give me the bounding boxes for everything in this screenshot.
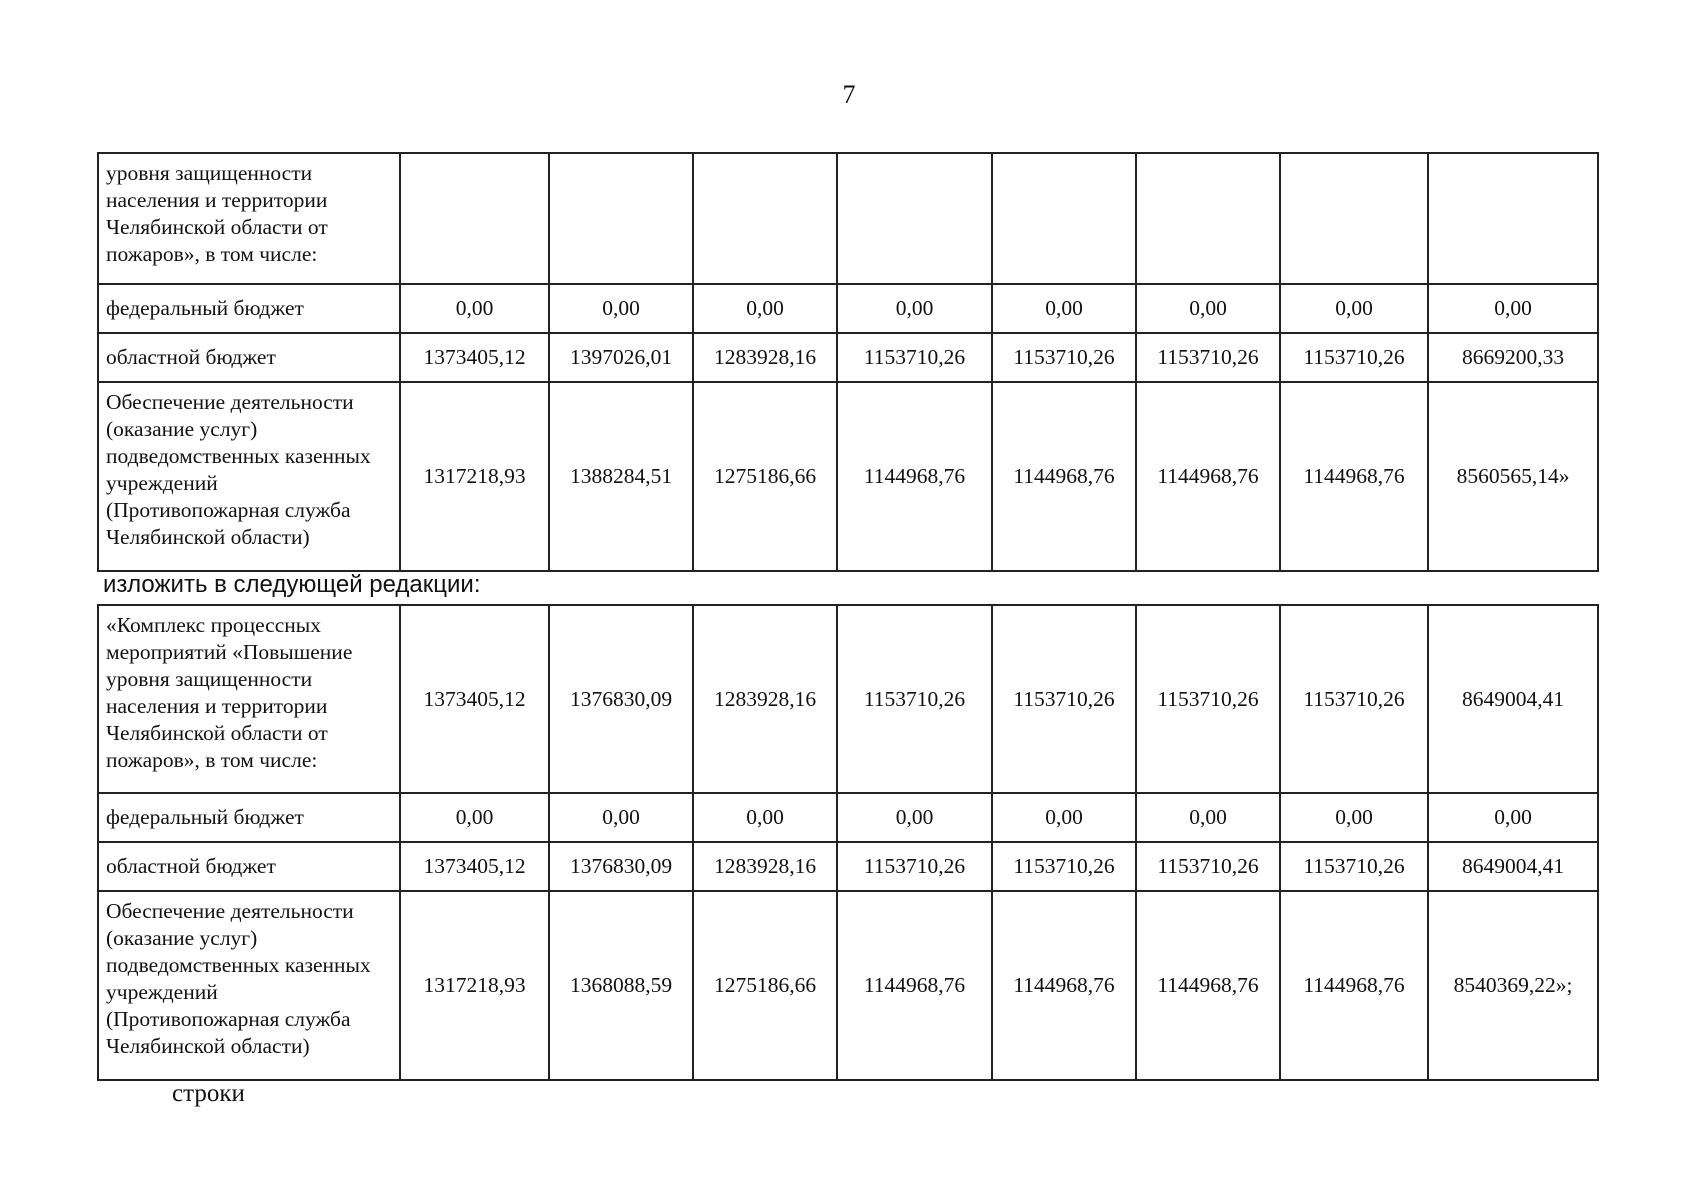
value-cell: 1368088,59 (549, 891, 693, 1080)
value-cell (549, 153, 693, 284)
value-cell: 0,00 (400, 284, 549, 333)
table-row (98, 333, 1598, 382)
value-cell: 0,00 (837, 793, 992, 842)
value-cell: 1153710,26 (837, 333, 992, 382)
value-cell: 1153710,26 (1136, 333, 1280, 382)
value-cell: 1144968,76 (837, 891, 992, 1080)
value-cell: 1317218,93 (400, 382, 549, 571)
value-cell: 1373405,12 (400, 842, 549, 891)
total-cell: 8649004,41 (1428, 842, 1598, 891)
value-cell: 1153710,26 (1280, 842, 1428, 891)
value-cell: 0,00 (837, 284, 992, 333)
value-cell: 1153710,26 (992, 333, 1136, 382)
value-cell: 1144968,76 (1280, 382, 1428, 571)
value-cell: 0,00 (1136, 793, 1280, 842)
value-cell: 1153710,26 (992, 842, 1136, 891)
budget-table-old (97, 152, 1599, 572)
value-cell (693, 153, 837, 284)
value-cell: 1153710,26 (992, 605, 1136, 793)
value-cell: 1153710,26 (837, 605, 992, 793)
table-row (98, 153, 1598, 284)
budget-table-new (97, 604, 1599, 1081)
page-number: 7 (842, 80, 856, 109)
table-row (98, 382, 1598, 571)
value-cell: 0,00 (693, 793, 837, 842)
row-label: федеральный бюджет (98, 793, 400, 842)
value-cell: 1283928,16 (693, 333, 837, 382)
row-label: областной бюджет (98, 842, 400, 891)
value-cell: 1144968,76 (1136, 891, 1280, 1080)
value-cell: 0,00 (549, 793, 693, 842)
value-cell: 1144968,76 (1136, 382, 1280, 571)
value-cell (1280, 153, 1428, 284)
value-cell: 1153710,26 (837, 842, 992, 891)
value-cell: 0,00 (1280, 284, 1428, 333)
value-cell: 0,00 (1280, 793, 1428, 842)
value-cell: 1376830,09 (549, 842, 693, 891)
table-row (98, 891, 1598, 1080)
total-cell (1428, 153, 1598, 284)
value-cell (400, 153, 549, 284)
row-label: Обеспечение деятельности (оказание услуг) подведомственных казенных учреждений (Противопожарная служба Челябинской области) (98, 891, 400, 1080)
value-cell: 0,00 (400, 793, 549, 842)
value-cell: 1275186,66 (693, 382, 837, 571)
row-label: «Комплекс процессных мероприятий «Повышение уровня защищенности населения и территории Челябинской области от пожаров», в том числе: (98, 605, 400, 793)
total-cell: 8560565,14» (1428, 382, 1598, 571)
total-cell: 8669200,33 (1428, 333, 1598, 382)
row-label: уровня защищенности населения и территории Челябинской области от пожаров», в том числе: (98, 153, 400, 284)
row-label: Обеспечение деятельности (оказание услуг) подведомственных казенных учреждений (Противопожарная служба Челябинской области) (98, 382, 400, 571)
value-cell: 1283928,16 (693, 605, 837, 793)
total-cell: 0,00 (1428, 284, 1598, 333)
value-cell (837, 153, 992, 284)
value-cell: 1317218,93 (400, 891, 549, 1080)
value-cell: 0,00 (549, 284, 693, 333)
value-cell: 0,00 (992, 793, 1136, 842)
value-cell: 1153710,26 (1136, 605, 1280, 793)
value-cell: 1144968,76 (1280, 891, 1428, 1080)
value-cell: 1144968,76 (837, 382, 992, 571)
amendment-phrase: изложить в следующей редакции: (103, 571, 481, 598)
table-row (98, 842, 1598, 891)
table-row (98, 605, 1598, 793)
total-cell: 8540369,22»; (1428, 891, 1598, 1080)
table-row (98, 284, 1598, 333)
value-cell: 1275186,66 (693, 891, 837, 1080)
value-cell: 0,00 (1136, 284, 1280, 333)
value-cell: 1373405,12 (400, 605, 549, 793)
value-cell: 1388284,51 (549, 382, 693, 571)
value-cell: 1397026,01 (549, 333, 693, 382)
row-label: федеральный бюджет (98, 284, 400, 333)
value-cell: 1153710,26 (1136, 842, 1280, 891)
value-cell: 0,00 (992, 284, 1136, 333)
total-cell: 0,00 (1428, 793, 1598, 842)
total-cell: 8649004,41 (1428, 605, 1598, 793)
value-cell: 0,00 (693, 284, 837, 333)
value-cell: 1373405,12 (400, 333, 549, 382)
table-row (98, 793, 1598, 842)
trailing-text: строки (172, 1080, 245, 1107)
value-cell (992, 153, 1136, 284)
value-cell (1136, 153, 1280, 284)
value-cell: 1153710,26 (1280, 605, 1428, 793)
row-label: областной бюджет (98, 333, 400, 382)
value-cell: 1376830,09 (549, 605, 693, 793)
value-cell: 1153710,26 (1280, 333, 1428, 382)
value-cell: 1144968,76 (992, 382, 1136, 571)
value-cell: 1144968,76 (992, 891, 1136, 1080)
value-cell: 1283928,16 (693, 842, 837, 891)
